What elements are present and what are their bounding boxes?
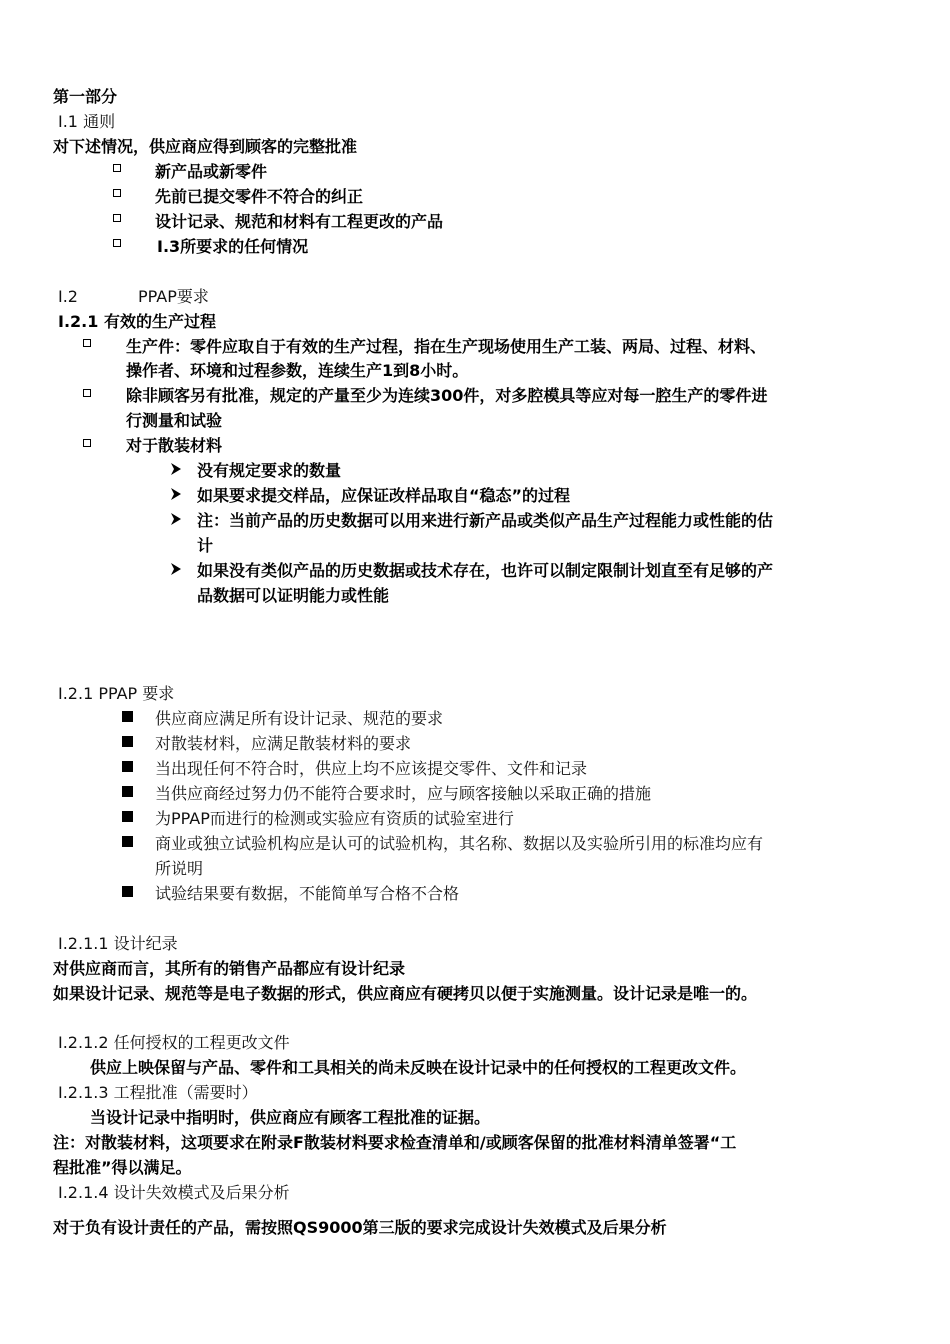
note-line: 程批准”得以满足。 — [53, 1158, 192, 1177]
list-item-line: 商业或独立试验机构应是认可的试验机构，其名称、数据以及实验所引用的标准均应有 — [155, 834, 764, 853]
filled-square-bullet-icon — [122, 736, 133, 747]
sub-list-item-line: 注：当前产品的历史数据可以用来进行新产品或类似产品生产过程能力或性能的估 — [197, 511, 774, 530]
list-item: 对散装材料，应满足散装材料的要求 — [155, 734, 412, 753]
filled-square-bullet-icon — [122, 886, 133, 897]
paragraph: 供应上映保留与产品、零件和工具相关的尚未反映在设计记录中的任何授权的工程更改文件。 — [90, 1058, 747, 1077]
square-bullet-icon — [83, 339, 91, 347]
square-bullet-icon — [113, 164, 121, 172]
list-item: 先前已提交零件不符合的纠正 — [155, 187, 364, 206]
section-1-2-1-1-heading: Ⅰ.2.1.1 设计纪录 — [58, 934, 178, 953]
section-1-2-1-ppap-heading: Ⅰ.2.1 PPAP 要求 — [58, 684, 175, 703]
list-item: 对于散装材料 — [126, 436, 223, 455]
arrow-bullet-icon — [170, 487, 182, 501]
sub-list-item-line: 品数据可以证明能力或性能 — [197, 586, 390, 605]
list-item: 当出现任何不符合时，供应上均不应该提交零件、文件和记录 — [155, 759, 588, 778]
list-item: 试验结果要有数据，不能简单写合格不合格 — [155, 884, 460, 903]
paragraph: 对于负有设计责任的产品，需按照QS9000第三版的要求完成设计失效模式及后果分析 — [53, 1218, 667, 1237]
square-bullet-icon — [113, 214, 121, 222]
list-item: 设计记录、规范和材料有工程更改的产品 — [155, 212, 444, 231]
filled-square-bullet-icon — [122, 836, 133, 847]
arrow-bullet-icon — [170, 512, 182, 526]
filled-square-bullet-icon — [122, 786, 133, 797]
arrow-bullet-icon — [170, 562, 182, 576]
section-1-2-1-4-heading: Ⅰ.2.1.4 设计失效模式及后果分析 — [58, 1183, 290, 1202]
list-item-line: 生产件：零件应取自于有效的生产过程，指在生产现场使用生产工装、两局、过程、材料、 — [126, 337, 767, 356]
list-item: Ⅰ.3所要求的任何情况 — [157, 237, 309, 256]
section-1-2-1-3-heading: Ⅰ.2.1.3 工程批准（需要时） — [58, 1083, 258, 1102]
list-item: 当供应商经过努力仍不能符合要求时，应与顾客接触以采取正确的措施 — [155, 784, 652, 803]
sub-list-item: 没有规定要求的数量 — [197, 461, 342, 480]
sub-list-item: 如果要求提交样品，应保证改样品取自“稳态”的过程 — [197, 486, 571, 505]
filled-square-bullet-icon — [122, 711, 133, 722]
sub-list-item-line: 如果没有类似产品的历史数据或技术存在，也许可以制定限制计划直至有足够的产 — [197, 561, 774, 580]
square-bullet-icon — [83, 389, 91, 397]
list-item-line: 除非顾客另有批准，规定的产量至少为连续300件，对多腔模具等应对每一腔生产的零件进 — [126, 386, 768, 405]
list-item-line: 行测量和试验 — [126, 411, 223, 430]
sub-list-item-line: 计 — [197, 536, 214, 555]
filled-square-bullet-icon — [122, 811, 133, 822]
section-1-2-1-heading: Ⅰ.2.1 有效的生产过程 — [58, 312, 216, 331]
section-1-2-1-2-heading: Ⅰ.2.1.2 任何授权的工程更改文件 — [58, 1033, 290, 1052]
list-item-line: 所说明 — [155, 859, 204, 878]
section-1-2-title: PPAP要求 — [138, 287, 209, 306]
list-item: 为PPAP而进行的检测或实验应有资质的试验室进行 — [155, 809, 514, 828]
square-bullet-icon — [83, 439, 91, 447]
section-1-1-heading: Ⅰ.1 通则 — [58, 112, 116, 131]
square-bullet-icon — [113, 189, 121, 197]
square-bullet-icon — [113, 239, 121, 247]
arrow-bullet-icon — [170, 462, 182, 476]
list-item: 新产品或新零件 — [155, 162, 268, 181]
paragraph: 如果设计记录、规范等是电子数据的形式，供应商应有硬拷贝以便于实施测量。设计记录是唯一的。 — [53, 984, 758, 1003]
list-item: 供应商应满足所有设计记录、规范的要求 — [155, 709, 444, 728]
section-1-2-number: Ⅰ.2 — [58, 287, 78, 306]
list-item-line: 操作者、环境和过程参数，连续生产1到8小时。 — [126, 361, 469, 380]
part-title: 第一部分 — [53, 87, 118, 106]
note-line: 注：对散装材料，这项要求在附录F散装材料要求检查清单和/或顾客保留的批准材料清单签署“工 — [53, 1133, 737, 1152]
filled-square-bullet-icon — [122, 761, 133, 772]
paragraph: 当设计记录中指明时，供应商应有顾客工程批准的证据。 — [90, 1108, 491, 1127]
section-1-1-intro: 对下述情况，供应商应得到顾客的完整批准 — [53, 137, 358, 156]
paragraph: 对供应商而言，其所有的销售产品都应有设计纪录 — [53, 959, 406, 978]
